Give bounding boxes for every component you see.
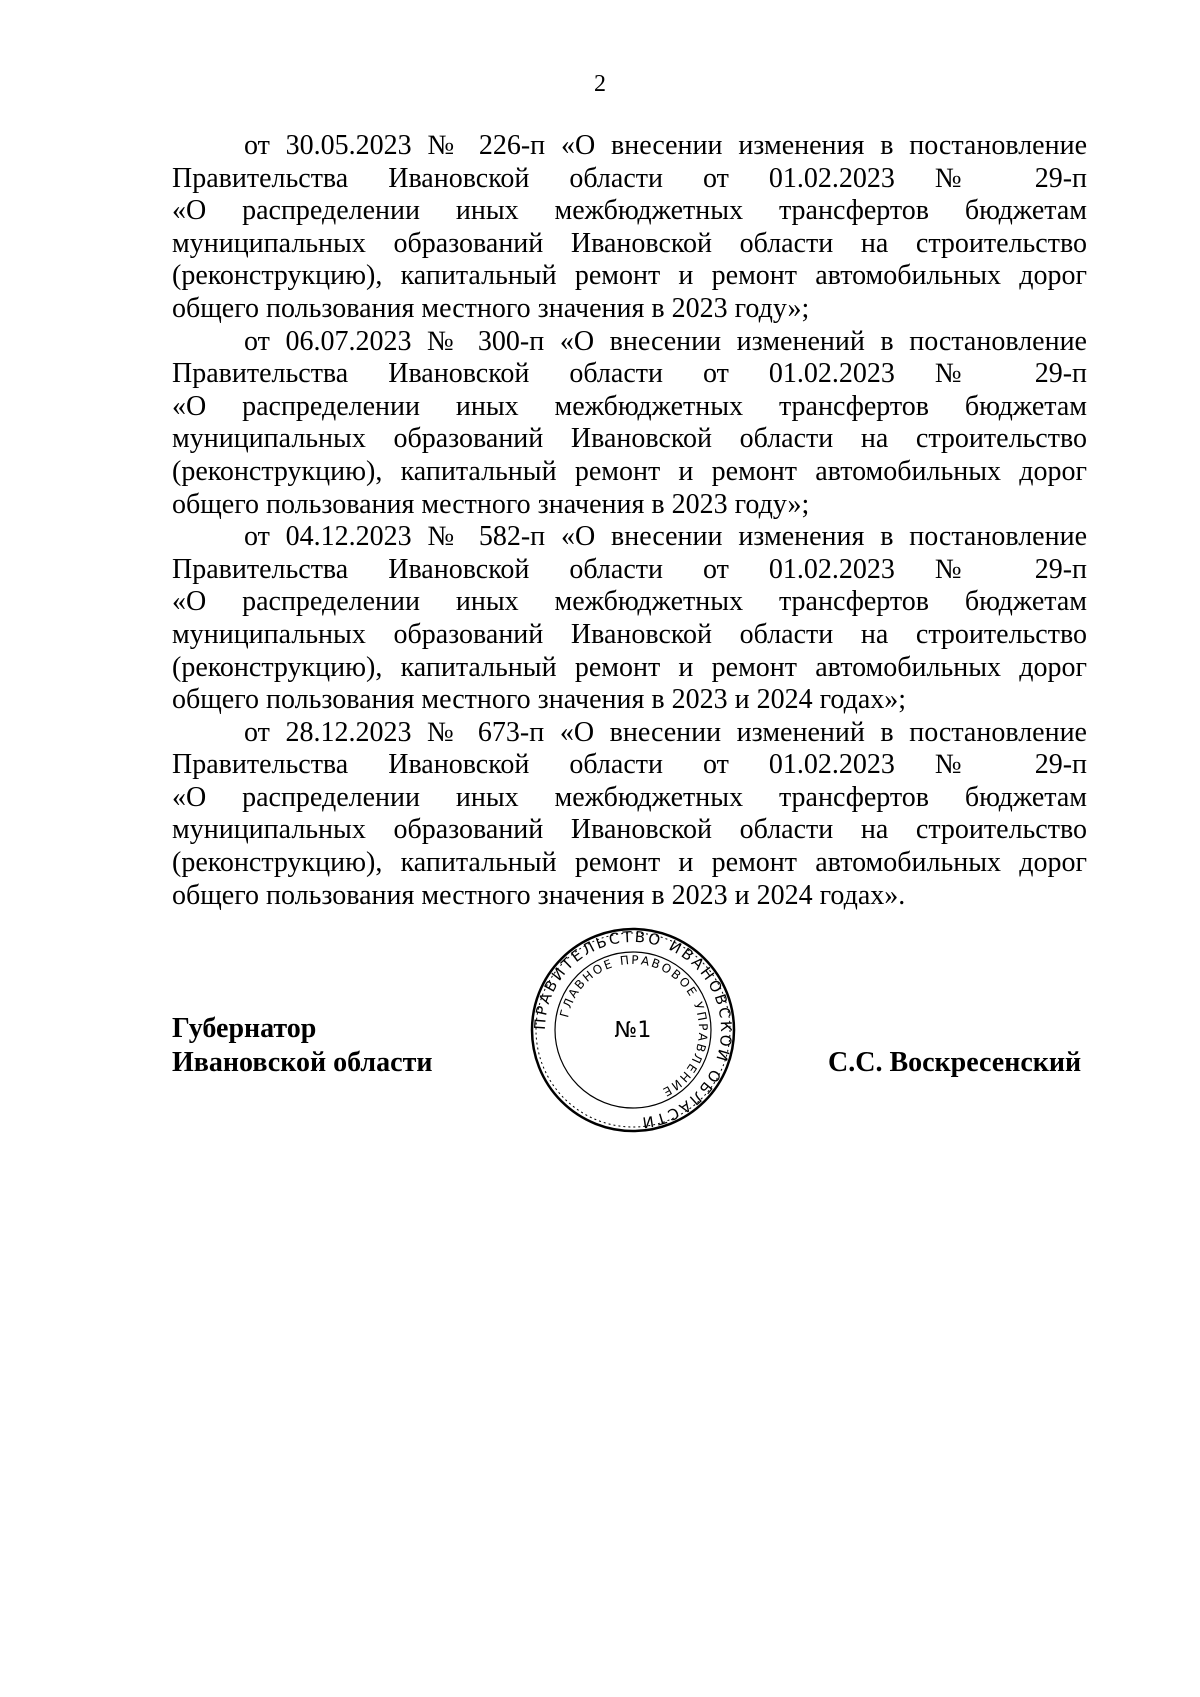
text-line: муниципальных образований Ивановской области на строительство	[172, 423, 1087, 455]
text-line: от 30.05.2023 № 226-п «О внесении изменения в постановление	[244, 130, 1087, 161]
text-line: общего пользования местного значения в 2023 и 2024 годах».	[172, 879, 906, 911]
text-line: от 28.12.2023 № 673-п «О внесении изменений в постановление	[244, 716, 1087, 748]
text-line: «О распределении иных межбюджетных трансфертов бюджетам	[172, 586, 1087, 618]
text-line: (реконструкцию), капитальный ремонт и ремонт автомобильных дорог	[172, 260, 1087, 292]
text-line: муниципальных образований Ивановской области на строительство	[172, 618, 1087, 650]
text-line: общего пользования местного значения в 2023 году»;	[172, 488, 810, 520]
text-line: общего пользования местного значения в 2023 и 2024 годах»;	[172, 684, 907, 716]
signatory-position	[172, 1012, 432, 1080]
text-line: Правительства Ивановской области от 01.02.2023 № 29-п	[172, 553, 1087, 585]
text-line: от 04.12.2023 № 582-п «О внесении изменения в постановление	[244, 521, 1087, 553]
text-line: «О распределении иных межбюджетных трансфертов бюджетам	[172, 195, 1087, 227]
text-line: от 06.07.2023 № 300-п «О внесении изменений в постановление	[244, 325, 1087, 357]
text-line: общего пользования местного значения в 2023 году»;	[172, 292, 810, 324]
paragraph	[172, 326, 1087, 522]
text-line: муниципальных образований Ивановской области на строительство	[172, 227, 1087, 259]
signatory-name: С.С. Воскресенский	[828, 1047, 1082, 1078]
text-line: (реконструкцию), капитальный ремонт и ремонт автомобильных дорог	[172, 651, 1087, 683]
stamp-center-number: №1	[614, 1018, 652, 1043]
text-line: «О распределении иных межбюджетных трансфертов бюджетам	[172, 390, 1087, 422]
text-line: (реконструкцию), капитальный ремонт и ремонт автомобильных дорог	[172, 847, 1087, 879]
text-line: Правительства Ивановской области от 01.02.2023 № 29-п	[172, 358, 1087, 390]
paragraph	[172, 521, 1087, 717]
position-title: Губернатор	[172, 1013, 317, 1044]
position-region: Ивановской области	[172, 1047, 433, 1078]
document-body	[172, 130, 1087, 912]
paragraph	[172, 717, 1087, 913]
stamp-outer-text: ПРАВИТЕЛЬСТВО ИВАНОВСКОЙ ОБЛАСТИ	[530, 927, 736, 1132]
text-line: Правительства Ивановской области от 01.02.2023 № 29-п	[172, 749, 1087, 781]
text-line: муниципальных образований Ивановской области на строительство	[172, 814, 1087, 846]
text-line: (реконструкцию), капитальный ремонт и ремонт автомобильных дорог	[172, 455, 1087, 487]
paragraph	[172, 130, 1087, 326]
text-line: «О распределении иных межбюджетных трансфертов бюджетам	[172, 781, 1087, 813]
seal-stamp	[528, 925, 738, 1135]
page-number: 2	[594, 71, 606, 97]
text-line: Правительства Ивановской области от 01.02.2023 № 29-п	[172, 162, 1087, 194]
stamp-inner-text: ГЛАВНОЕ ПРАВОВОЕ УПРАВЛЕНИЕ	[557, 952, 711, 1100]
